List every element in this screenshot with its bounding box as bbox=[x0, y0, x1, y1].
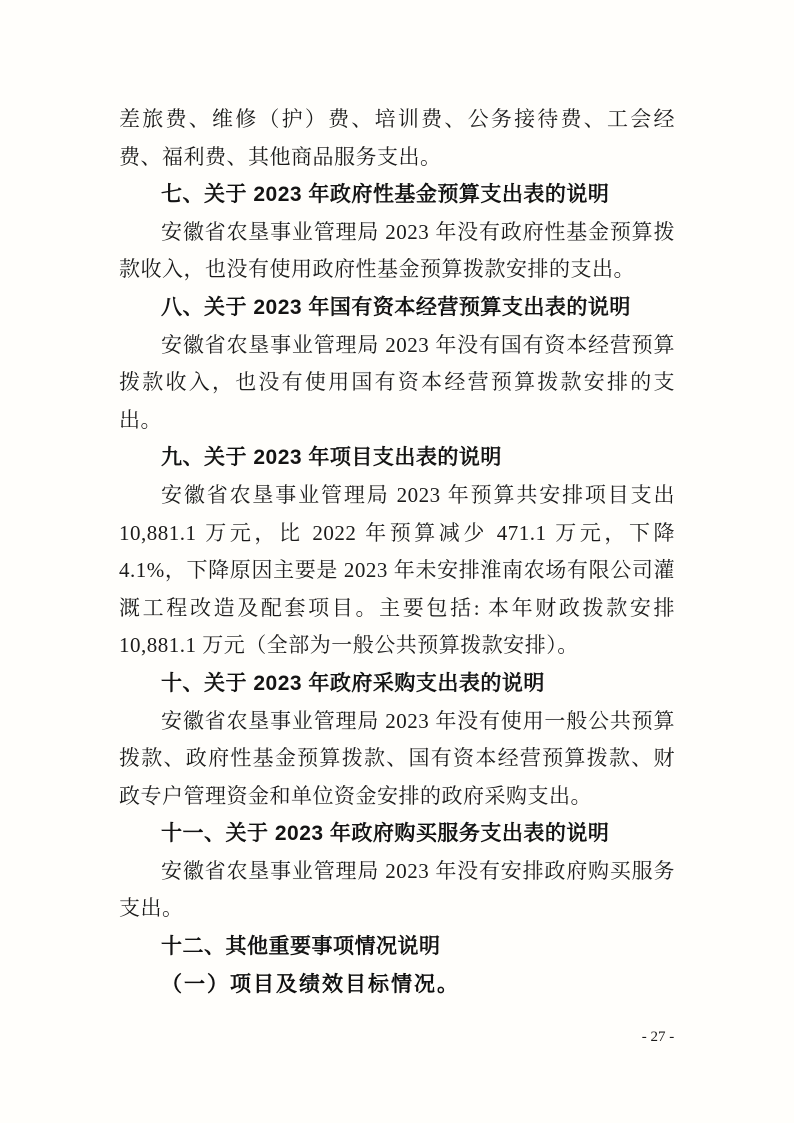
section-heading-7: 七、关于 2023 年政府性基金预算支出表的说明 bbox=[161, 183, 610, 207]
section-heading-9: 九、关于 2023 年项目支出表的说明 bbox=[161, 446, 502, 470]
body-paragraph: 安徽省农垦事业管理局 2023 年没有国有资本经营预算拨款收入，也没有使用国有资本经营预算拨款安排的支出。 bbox=[119, 332, 675, 432]
section-heading-12: 十二、其他重要事项情况说明 bbox=[161, 935, 441, 959]
section-heading-8: 八、关于 2023 年国有资本经营预算支出表的说明 bbox=[161, 295, 631, 319]
page-number: - 27 - bbox=[641, 1029, 675, 1045]
body-paragraph: 安徽省农垦事业管理局 2023 年没有安排政府购买服务支出。 bbox=[119, 858, 675, 921]
subsection-heading-1: （一）项目及绩效目标情况。 bbox=[161, 971, 460, 996]
document-body bbox=[119, 101, 675, 1003]
body-paragraph: 安徽省农垦事业管理局 2023 年预算共安排项目支出 10,881.1 万元，比 2022 年预算减少 471.1 万元，下降 4.1%，下降原因主要是 2023 年未安排淮南农场有限公司灌溉工程改造及配套项目。主要包括: 本年财政拨款安排 10,881.1 万元（全部为一般公共预算拨款安排）。 bbox=[119, 482, 675, 658]
body-paragraph: 安徽省农垦事业管理局 2023 年没有使用一般公共预算拨款、政府性基金预算拨款、国有资本经营预算拨款、财政专户管理资金和单位资金安排的政府采购支出。 bbox=[119, 708, 675, 808]
body-paragraph: 安徽省农垦事业管理局 2023 年没有政府性基金预算拨款收入，也没有使用政府性基金预算拨款安排的支出。 bbox=[119, 219, 675, 282]
section-heading-11: 十一、关于 2023 年政府购买服务支出表的说明 bbox=[161, 822, 610, 846]
body-paragraph-continuation: 差旅费、维修（护）费、培训费、公务接待费、工会经费、福利费、其他商品服务支出。 bbox=[119, 107, 675, 169]
section-heading-10: 十、关于 2023 年政府采购支出表的说明 bbox=[161, 671, 545, 695]
